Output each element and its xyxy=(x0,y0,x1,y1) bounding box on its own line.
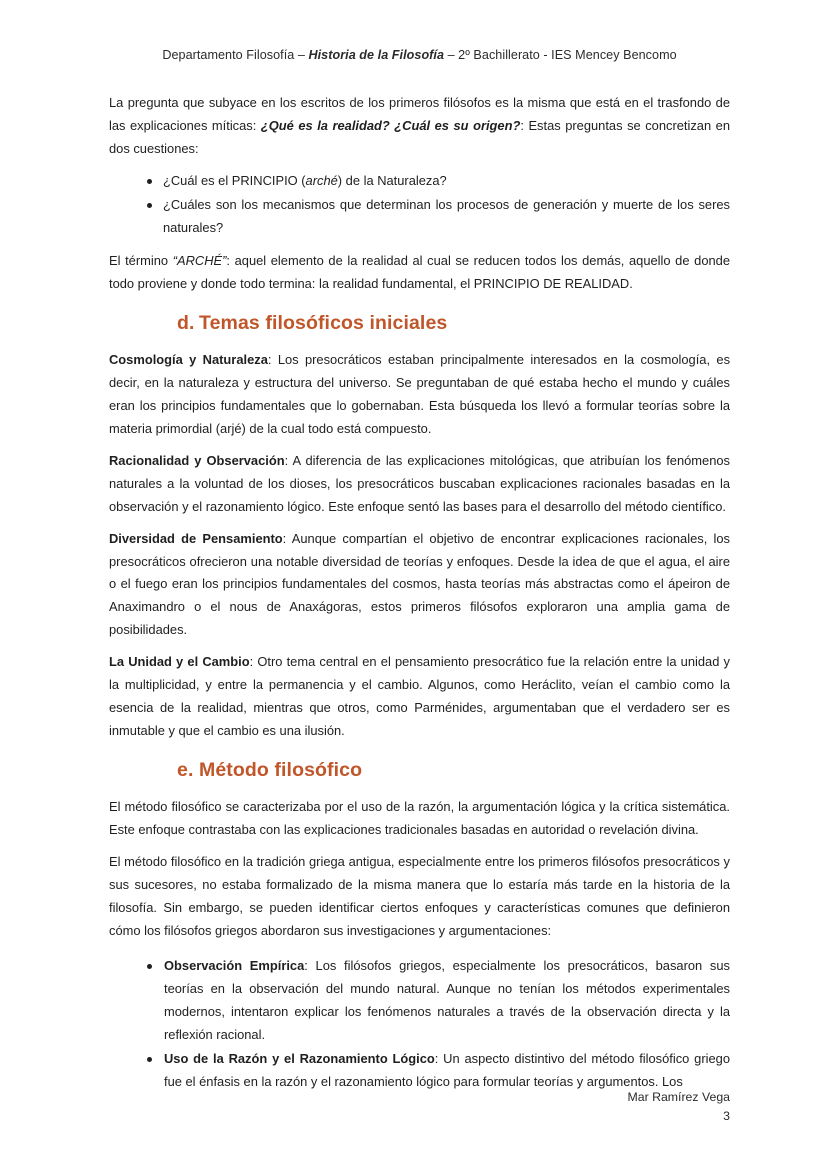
arche-part2: : aquel elemento de la realidad al cual se reducen todos los demás, aquello de donde todo proviene y donde todo termina: la realidad fundamental, el PRINCIPIO DE REALIDAD. xyxy=(109,252,730,291)
list-item xyxy=(109,955,730,1047)
bullet-text-italic: arché xyxy=(305,172,338,188)
header-prefix: Departamento Filosofía – xyxy=(162,48,309,62)
list-item xyxy=(109,194,730,240)
paragraph-racionalidad xyxy=(109,450,730,519)
paragraph-lead: Racionalidad y Observación xyxy=(109,452,285,468)
document-body xyxy=(109,92,730,1104)
bullet-text-part1: ¿Cuál es el PRINCIPIO ( xyxy=(163,172,306,188)
footer-author: Mar Ramírez Vega xyxy=(627,1090,730,1104)
intro-bullet-list xyxy=(109,170,730,240)
heading-text: Temas filosóficos iniciales xyxy=(199,311,448,334)
bullet-lead: Observación Empírica xyxy=(164,958,305,974)
document-header xyxy=(109,48,730,62)
arche-term: “ARCHÉ” xyxy=(172,252,227,268)
list-item xyxy=(109,1048,730,1094)
bullet-lead: Uso de la Razón y el Razonamiento Lógico xyxy=(164,1050,435,1066)
intro-text-part2: : Estas preguntas se concretizan en dos cuestiones: xyxy=(109,117,730,156)
document-footer xyxy=(109,1088,730,1126)
section-heading-d xyxy=(109,312,730,335)
metodo-bullet-list xyxy=(109,955,730,1094)
intro-questions: ¿Qué es la realidad? ¿Cuál es su origen? xyxy=(260,117,521,133)
bullet-body: : Los filósofos griegos, especialmente los presocráticos, basaron sus teorías en la observación del mundo natural. Aunque no tenían los métodos experimentales modernos, intentaron explicar los fenómenos naturales a través de la observación directa y la reflexión racional. xyxy=(164,958,730,1042)
intro-paragraph xyxy=(109,92,730,161)
paragraph-diversidad xyxy=(109,528,730,643)
header-suffix: – 2º Bachillerato - IES Mencey Bencomo xyxy=(444,48,677,62)
heading-marker: e. xyxy=(177,759,194,782)
paragraph-unidad-cambio xyxy=(109,651,730,743)
page-number: 3 xyxy=(723,1109,730,1124)
paragraph-body: : Otro tema central en el pensamiento presocrático fue la relación entre la unidad y la multiplicidad, y entre la permanencia y el cambio. Algunos, como Heráclito, veían el cambio como la esencia de la realidad, mientras que otros, como Parménides, argumentaban que el verdadero ser es inmutable y que el cambio es una ilusión. xyxy=(109,654,730,739)
paragraph-lead: La Unidad y el Cambio xyxy=(109,654,250,670)
bullet-text-part2: ) de la Naturaleza? xyxy=(337,172,447,188)
arche-paragraph xyxy=(109,250,730,296)
intro-text-part1: La pregunta que subyace en los escritos de los primeros filósofos es la misma que está en el trasfondo de las explicaciones míticas: xyxy=(109,95,730,133)
bullet-body: : Un aspecto distintivo del método filosófico griego fue el énfasis en la razón y el razonamiento lógico para formular teorías y argumentos. Los xyxy=(164,1050,730,1089)
paragraph-body: : A diferencia de las explicaciones mitológicas, que atribuían los fenómenos naturales a la voluntad de los dioses, los presocráticos buscaban explicaciones racionales basadas en la observación y el razonamiento lógico. Este enfoque sentó las bases para el desarrollo del método científico. xyxy=(109,452,730,514)
paragraph-metodo-1: El método filosófico se caracterizaba por el uso de la razón, la argumentación lógica y la crítica sistemática. Este enfoque contrastaba con las explicaciones tradicionales basadas en autoridad o revelación divina. xyxy=(109,799,730,838)
heading-marker: d. xyxy=(177,311,195,334)
heading-text: Método filosófico xyxy=(199,759,363,782)
paragraph-body: : Aunque compartían el objetivo de encontrar explicaciones racionales, los presocráticos ofrecieron una notable diversidad de teorías y enfoques. Desde la idea de que el agua, el aire o el fuego eran los principios fundamentales del cosmos, hasta teorías más abstractas como el ápeiron de Anaximandro o el nous de Anaxágoras, estos primeros filósofos exploraron una amplia gama de posibilidades. xyxy=(109,530,730,638)
paragraph-lead: Diversidad de Pensamiento xyxy=(109,530,283,546)
paragraph-lead: Cosmología y Naturaleza xyxy=(109,351,268,367)
paragraph-metodo-2: El método filosófico en la tradición griega antigua, especialmente entre los primeros filósofos presocráticos y sus sucesores, no estaba formalizado de la misma manera que lo estaría más tarde en la historia de la filosofía. Sin embargo, se pueden identificar ciertos enfoques y características comunes que definieron cómo los filósofos griegos abordaron sus investigaciones y argumentaciones: xyxy=(109,854,730,939)
arche-part1: El término xyxy=(109,252,173,268)
list-item xyxy=(109,170,730,193)
paragraph-cosmologia xyxy=(109,349,730,441)
paragraph-body: : Los presocráticos estaban principalmente interesados en la cosmología, es decir, en la naturaleza y estructura del universo. Se preguntaban de qué estaba hecho el mundo y cuáles eran los principios fundamentales que lo gobernaban. Esta búsqueda los llevó a formular teorías sobre la materia primordial (arjé) de la cual todo está compuesto. xyxy=(109,351,731,436)
header-title-emphasis: Historia de la Filosofía xyxy=(308,48,445,62)
bullet-text-part1: ¿Cuáles son los mecanismos que determinan los procesos de generación y muerte de los seres naturales? xyxy=(163,196,730,235)
section-heading-e xyxy=(109,759,730,782)
